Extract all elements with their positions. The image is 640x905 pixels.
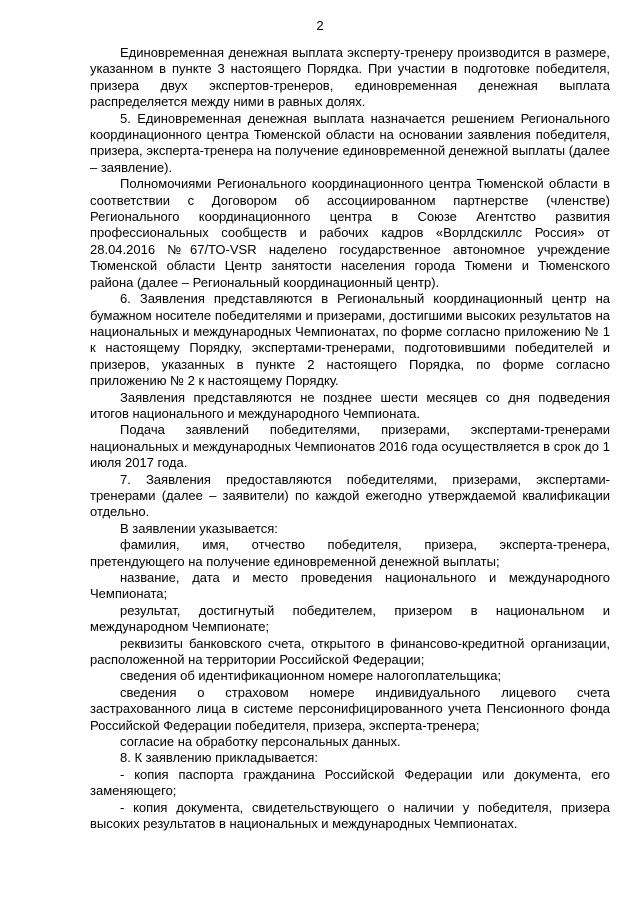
list-item-snils: сведения о страховом номере индивидуального лицевого счета застрахованного лица в системе персонифицированного учета Пенсионного фонда Российской Федерации победителя, призера, эксперта-тренера;	[90, 684, 610, 733]
paragraph-2016-submission: Подача заявлений победителями, призерами, экспертами-тренерами национальных и международных Чемпионатов 2016 года осуществляется в срок до 1 июля 2017 года.	[90, 422, 610, 471]
paragraph-payment-expert: Единовременная денежная выплата эксперту-тренеру производится в размере, указанном в пункте 3 настоящего Порядка. При участии в подготовке победителя, призера двух экспертов-тренеров, единовременная денежная выплата распределяется между ними в равных долях.	[90, 45, 610, 110]
paragraph-item-7: 7. Заявления предоставляются победителями, призерами, экспертами-тренерами (далее – заявители) по каждой ежегодно утверждаемой квалификации отдельно.	[90, 471, 610, 520]
list-item-result: результат, достигнутый победителем, призером в национальном и международном Чемпионате;	[90, 602, 610, 635]
list-item-championship: название, дата и место проведения национального и международного Чемпионата;	[90, 570, 610, 602]
paragraph-deadline: Заявления представляются не позднее шести месяцев со дня подведения итогов национального и международного Чемпионата.	[90, 389, 610, 421]
paragraph-application-contents: В заявлении указывается:	[120, 520, 278, 536]
list-item-inn: сведения об идентификационном номере налогоплательщика;	[120, 668, 502, 684]
list-item-consent: согласие на обработку персональных данных.	[120, 734, 401, 750]
paragraph-authority: Полномочиями Регионального координационного центра Тюменской области в соответствии с Договором об ассоциированном партнерстве (членстве) Регионального координационного центра в Союзе Агентство развития профессиональных сообществ и рабочих кадров «Ворлдскиллс Россия» от 28.04.2016 №67/ТО-VSR наделено государственное автономное учреждение Тюменской области Центр занятости населения города Тюмени и Тюменского района (далее – Региональный координационный центр).	[90, 176, 610, 290]
paragraph-item-6: 6. Заявления представляются в Региональный координационный центр на бумажном носителе победителями и призерами, достигшими высоких результатов на национальных и международных Чемпионатах, по форме согласно приложению № 1 к настоящему Порядку, экспертами-тренерами, подготовившими победителей и призеров, указанных в пункте 2 настоящего Порядка, по форме согласно приложению № 2 к настоящему Порядку.	[90, 291, 610, 389]
list-item-bank-details: реквизиты банковского счета, открытого в финансово-кредитной организации, расположенной на территории Российской Федерации;	[90, 635, 610, 668]
paragraph-item-8: 8. К заявлению прикладывается:	[120, 750, 318, 766]
list-item-passport-copy: - копия паспорта гражданина Российской Федерации или документа, его заменяющего;	[90, 766, 610, 799]
paragraph-item-5: 5. Единовременная денежная выплата назначается решением Регионального координационного центра Тюменской области на основании заявления победителя, призера, эксперта-тренера на получение единовременной денежной выплаты (далее – заявление).	[90, 110, 610, 175]
list-item-results-document: - копия документа, свидетельствующего о наличии у победителя, призера высоких результатов в национальных и международных Чемпионатах.	[90, 799, 610, 832]
list-item-full-name: фамилия, имя, отчество победителя, призера, эксперта-тренера, претендующего на получение единовременной денежной выплаты;	[90, 537, 610, 569]
document-body	[90, 45, 610, 833]
page-number: 2	[316, 18, 324, 33]
